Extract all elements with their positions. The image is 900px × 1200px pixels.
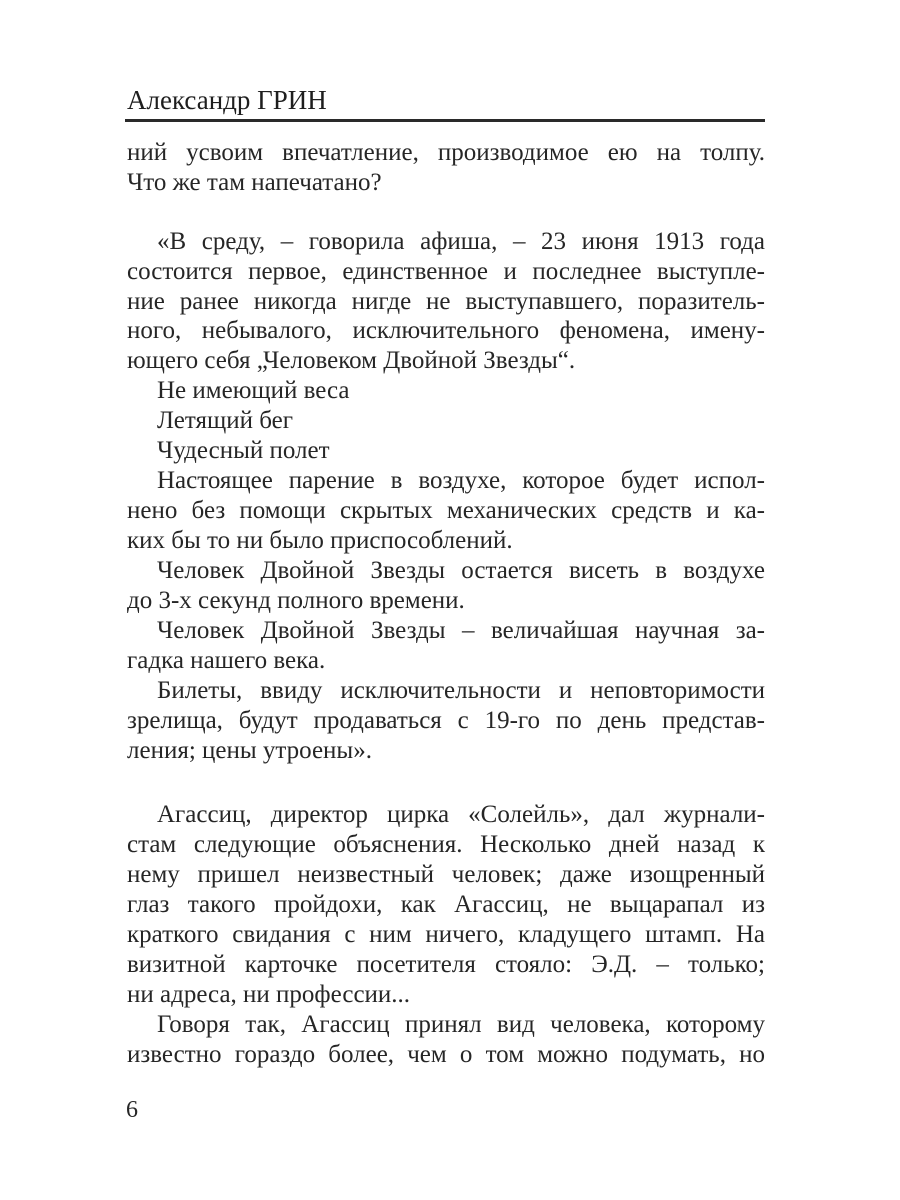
text-line: состоится первое, единственное и последнее выступле- bbox=[127, 258, 765, 285]
text-line: нему пришел неизвестный человек; даже изощренный bbox=[127, 861, 765, 888]
text-line: Летящий бег bbox=[157, 407, 293, 434]
text-line: ления; цены утроены». bbox=[127, 737, 372, 764]
text-line: ний усвоим впечатление, производимое ею на толпу. bbox=[127, 139, 765, 166]
text-line: ющего себя „Человеком Двойной Звезды“. bbox=[127, 347, 576, 374]
text-line: Говоря так, Агассиц принял вид человека, которому bbox=[157, 1011, 765, 1038]
text-line: Билеты, ввиду исключительности и неповторимости bbox=[157, 677, 765, 704]
text-line: Настоящее парение в воздухе, которое будет испол- bbox=[157, 467, 765, 494]
text-line: гадка нашего века. bbox=[127, 647, 326, 674]
text-line: Чудесный полет bbox=[157, 437, 330, 464]
text-line: до 3-х секунд полного времени. bbox=[127, 587, 465, 614]
text-line: нено без помощи скрытых механических средств и ка- bbox=[127, 497, 765, 524]
page-number: 6 bbox=[126, 1097, 138, 1123]
text-line: стам следующие объяснения. Несколько дней назад к bbox=[127, 831, 765, 858]
text-line: краткого свидания с ним ничего, кладущего штамп. На bbox=[127, 921, 765, 948]
text-line: ких бы то ни было приспособлений. bbox=[127, 527, 513, 554]
text-line: визитной карточке посетителя стояло: Э.Д. – только; bbox=[127, 951, 765, 978]
text-line: Агассиц, директор цирка «Солейль», дал журнали- bbox=[157, 801, 765, 828]
text-line: зрелища, будут продаваться с 19-го по день представ- bbox=[127, 707, 765, 734]
text-line: ного, небывалого, исключительного феномена, имену- bbox=[127, 317, 765, 344]
header-rule bbox=[125, 119, 765, 122]
text-line: Что же там напечатано? bbox=[127, 169, 382, 196]
text-line: Человек Двойной Звезды остается висеть в воздухе bbox=[157, 557, 765, 584]
running-header-author: Александр ГРИН bbox=[127, 85, 327, 115]
text-line: «В среду, – говорила афиша, – 23 июня 1913 года bbox=[157, 228, 765, 255]
text-line: ни адреса, ни профессии... bbox=[127, 981, 411, 1008]
text-line: Не имеющий веса bbox=[157, 377, 350, 404]
text-line: глаз такого пройдохи, как Агассиц, не выцарапал из bbox=[127, 891, 765, 918]
text-line: ние ранее никогда нигде не выступавшего, поразитель- bbox=[127, 288, 765, 315]
text-line: известно гораздо более, чем о том можно подумать, но bbox=[127, 1041, 765, 1068]
text-line: Человек Двойной Звезды – величайшая научная за- bbox=[157, 617, 765, 644]
